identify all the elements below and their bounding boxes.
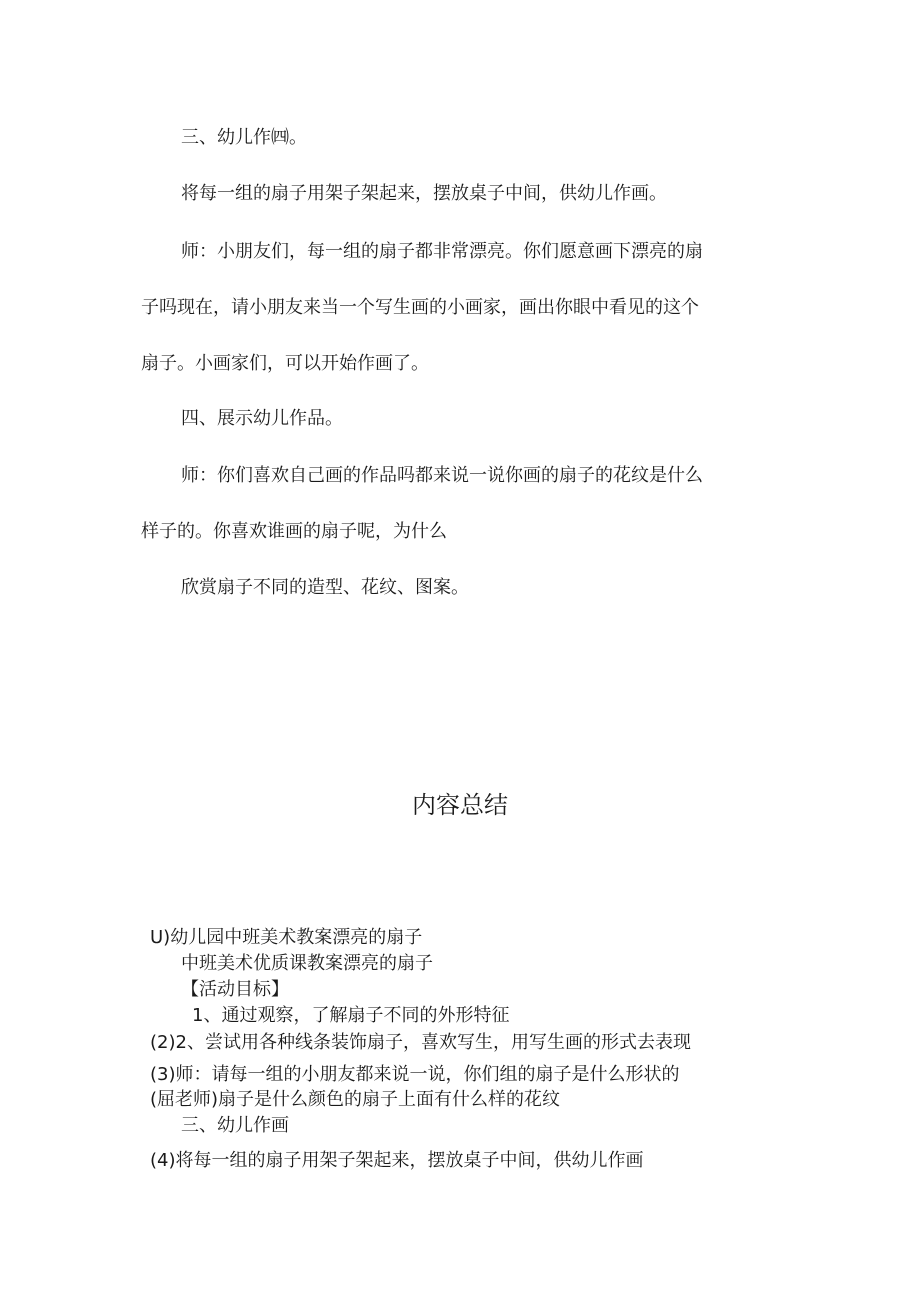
- paragraph-section-four: 四、展示幼儿作品。: [181, 408, 343, 429]
- paragraph-teacher-line1: 师：小朋友们，每一组的扇子都非常漂亮。你们愿意画下漂亮的扇: [181, 241, 703, 262]
- paragraph-section-three: 三、幼儿作㈣。: [181, 127, 307, 148]
- summary-line-7: (屈老师)扇子是什么颜色的扇子上面有什么样的花纹: [150, 1089, 561, 1110]
- summary-line-1: U)幼儿园中班美术教案漂亮的扇子: [150, 927, 423, 948]
- summary-line-5: (2)2、尝试用各种线条装饰扇子，喜欢写生，用写生画的形式去表现: [150, 1032, 691, 1053]
- paragraph-teacher2-line1: 师：你们喜欢自己画的作品吗都来说一说你画的扇子的花纹是什么: [181, 465, 703, 486]
- summary-line-9: (4)将每一组的扇子用架子架起来，摆放桌子中间，供幼儿作画: [150, 1150, 644, 1171]
- paragraph-appreciate: 欣赏扇子不同的造型、花纹、图案。: [181, 577, 469, 598]
- paragraph-teacher-line3: 扇子。小画家们，可以开始作画了。: [141, 353, 429, 374]
- summary-line-8: 三、幼儿作画: [181, 1115, 289, 1136]
- paragraph-teacher2-line2: 样子的。你喜欢谁画的扇子呢，为什么: [141, 521, 447, 542]
- summary-line-4: 1、通过观察，了解扇子不同的外形特征: [192, 1005, 510, 1026]
- summary-line-6: (3)师：请每一组的小朋友都来说一说，你们组的扇子是什么形状的: [150, 1064, 680, 1085]
- paragraph-teacher-line2: 子吗现在，请小朋友来当一个写生画的小画家，画出你眼中看见的这个: [141, 297, 699, 318]
- paragraph-setup: 将每一组的扇子用架子架起来，摆放桌子中间，供幼儿作画。: [181, 183, 667, 204]
- summary-line-2: 中班美术优质课教案漂亮的扇子: [181, 953, 433, 974]
- summary-line-3: 【活动目标】: [181, 979, 289, 1000]
- summary-title: 内容总结: [412, 791, 508, 819]
